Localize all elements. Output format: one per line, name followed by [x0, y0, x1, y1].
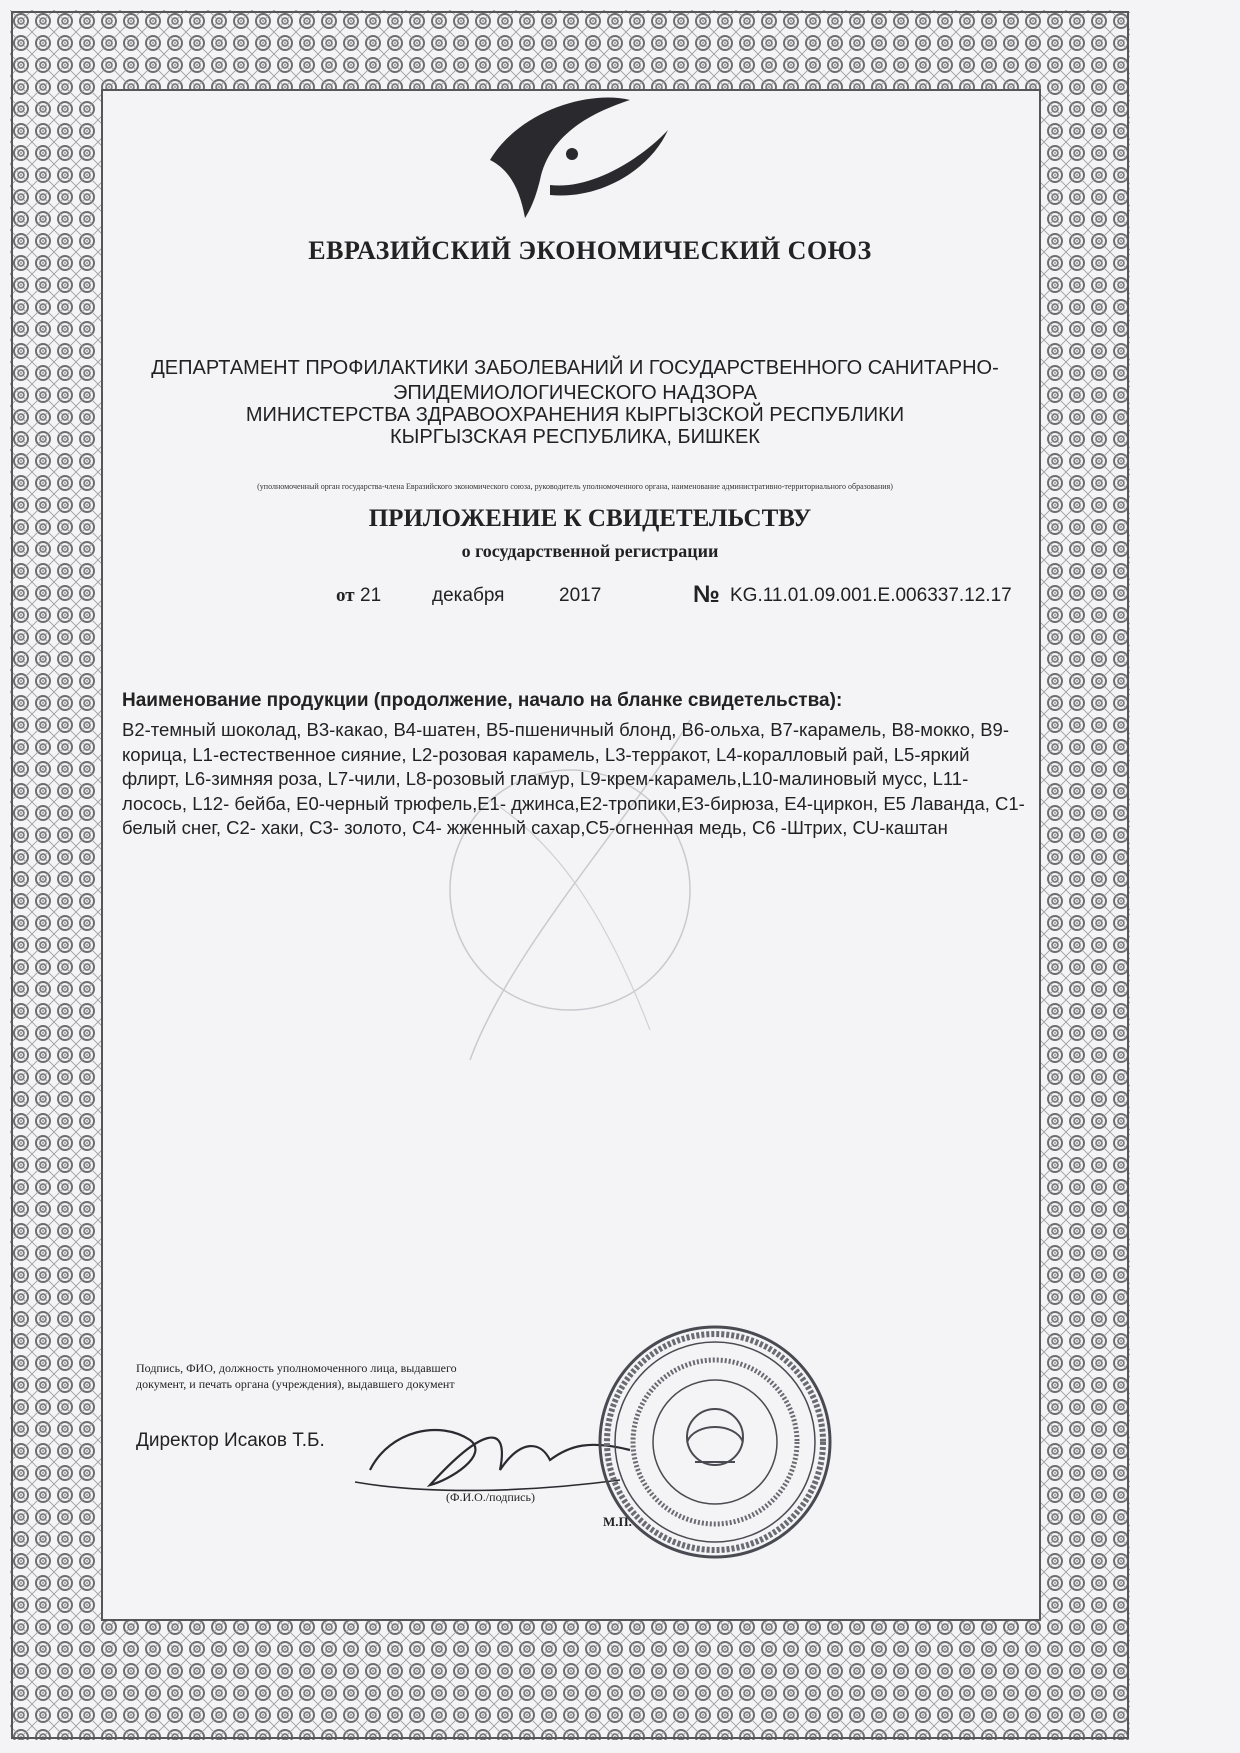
document-title: ПРИЛОЖЕНИЕ К СВИДЕТЕЛЬСТВУ: [368, 505, 812, 532]
document-subtitle: о государственной регистрации: [461, 541, 719, 561]
registration-number: KG.11.01.09.001.E.006337.12.17: [730, 585, 1012, 606]
date-month: декабря: [432, 585, 505, 606]
union-name: ЕВРАЗИЙСКИЙ ЭКОНОМИЧЕСКИЙ СОЮЗ: [308, 236, 872, 265]
date-prefix: от: [336, 585, 355, 606]
stamp-label: М.П.: [603, 1514, 632, 1529]
eaeu-logo-icon: [480, 90, 670, 220]
official-seal: [595, 1322, 835, 1562]
department-line-2: ЭПИДЕМИОЛОГИЧЕСКОГО НАДЗОРА: [393, 382, 757, 404]
date-year: 2017: [559, 585, 602, 606]
department-line-1: ДЕПАРТАМЕНТ ПРОФИЛАКТИКИ ЗАБОЛЕВАНИЙ И ГОСУДАРСТВЕННОГО САНИТАРНО-: [151, 357, 999, 379]
product-heading: Наименование продукции (продолжение, начало на бланке свидетельства):: [122, 690, 843, 711]
authority-note: (уполномоченный орган государства-члена Евразийского экономического союза, руководитель уполномоченного органа, наименование административно-территориального образования): [257, 482, 893, 491]
signature-note: Подпись, ФИО, должность уполномоченного лица, выдавшего документ, и печать органа (учреждения), выдавшего документ: [136, 1361, 457, 1391]
department-line-3: МИНИСТЕРСТВА ЗДРАВООХРАНЕНИЯ КЫРГЫЗСКОЙ РЕСПУБЛИКИ: [245, 404, 905, 426]
fio-label: (Ф.И.О./подпись): [446, 1490, 535, 1504]
date-day: 21: [360, 585, 382, 606]
director-name: Директор Исаков Т.Б.: [136, 1430, 325, 1451]
product-description: B2-темный шоколад, B3-какао, B4-шатен, B5-пшеничный блонд, B6-ольха, B7-карамель, B8-мокко, B9-корица, L1-естественное сияние, L2-розовая карамель, L3-терракот, L4-коралловый рай, L5-яркий флирт, L6-зимняя роза, L7-чили, L8-розовый гламур, L9-крем-карамель,L10-малиновый мусс, L11-лосось, L12- бейба, E0-черный трюфель,E1- джинса,E2-тропики,E3-бирюза, E4-циркон, E5 Лаванда, C1-белый снег, C2- хаки, C3- золото, C4- жженный сахар,C5-огненная медь, C6 -Штрих, CU-каштан: [122, 719, 1025, 838]
number-sign: №: [693, 581, 720, 608]
department-line-4: КЫРГЫЗСКАЯ РЕСПУБЛИКА, БИШКЕК: [390, 426, 760, 448]
